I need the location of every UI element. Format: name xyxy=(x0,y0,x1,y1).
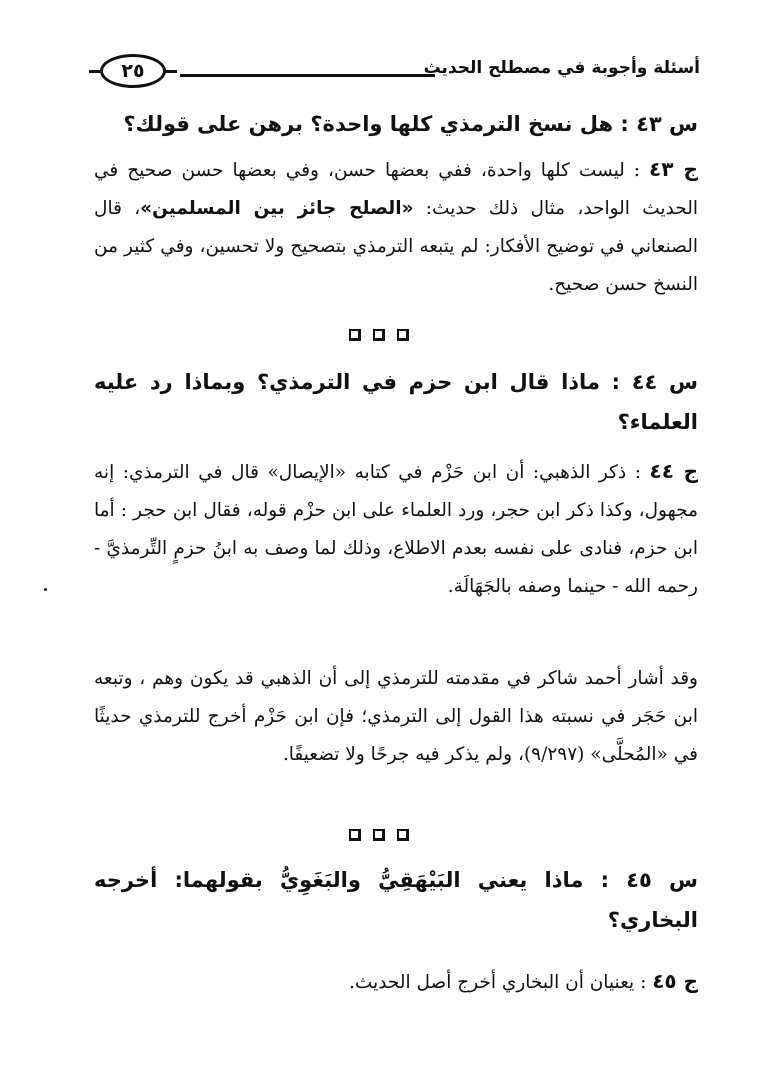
answer-text: ، قال الصنعاني في توضيح الأفكار: لم يتبعه الترمذي بتصحيح ولا تحسين، وفي كثير من النسخ حسن صحيح. xyxy=(94,198,698,295)
book-title: أسئلة وأجوبة في مصطلح الحديث xyxy=(423,58,700,78)
running-header xyxy=(100,52,700,96)
question-45: س ٤٥ : ماذا يعني البَيْهَقِيُّ والبَغَوِيُّ بقولهما: أخرجه البخاري؟ xyxy=(94,868,698,932)
answer-label: ج ٤٤ xyxy=(649,459,698,483)
answer-43 xyxy=(94,150,698,304)
question-43: س ٤٣ : هل نسخ الترمذي كلها واحدة؟ برهن على قولك؟ xyxy=(123,112,698,136)
answer-text: : ذكر الذهبي: أن ابن حَزْم في كتابه «الإيصال» قال في الترمذي: إنه مجهول، وكذا ذكر ابن حجر، ورد العلماء على ابن حزْم قوله، فقال ابن حجر : أما ابن حزم، فنادى على نفسه بعدم الاطلاع، وذلك لما وصف به ابنُ حزمٍ التِّرمذيَّ - رحمه الله - حينما وصفه بالجَهَالَة. xyxy=(94,462,698,597)
answer-44 xyxy=(94,452,698,606)
header-rule xyxy=(180,74,435,77)
answer-label: ج ٤٥ xyxy=(652,969,698,993)
separator-box-icon xyxy=(397,829,409,841)
answer-text: : يعنيان أن البخاري أخرج أصل الحديث. xyxy=(349,972,653,993)
question-44: س ٤٤ : ماذا قال ابن حزم في الترمذي؟ وبماذا رد عليه العلماء؟ xyxy=(94,370,698,434)
separator-box-icon xyxy=(349,329,361,341)
scan-speck xyxy=(44,588,47,591)
answer-label: ج ٤٣ xyxy=(649,157,698,181)
separator-box-icon xyxy=(373,329,385,341)
hadith-quote: «الصلح جائز بين المسلمين» xyxy=(140,198,414,219)
page-number: ٢٥ xyxy=(100,54,166,88)
separator-box-icon xyxy=(349,829,361,841)
separator-box-icon xyxy=(373,829,385,841)
section-separator xyxy=(0,826,758,845)
section-separator xyxy=(0,326,758,345)
answer-45 xyxy=(94,962,698,1002)
separator-box-icon xyxy=(397,329,409,341)
answer-44-paragraph-2: وقد أشار أحمد شاكر في مقدمته للترمذي إلى أن الذهبي قد يكون وهم ، وتبعه ابن حَجَر في نسبته هذا القول إلى الترمذي؛ فإن ابن حَزْم أخرج للترمذي حديثًا في «المُحلَّى» (٩/٢٩٧)، ولم يذكر فيه جرحًا ولا تضعيفًا. xyxy=(94,668,698,765)
answer-text: : ليست كلها واحدة، ففي بعضها حسن، وفي بعضها حسن صحيح في الحديث الواحد، مثال ذلك حديث: xyxy=(94,160,698,219)
